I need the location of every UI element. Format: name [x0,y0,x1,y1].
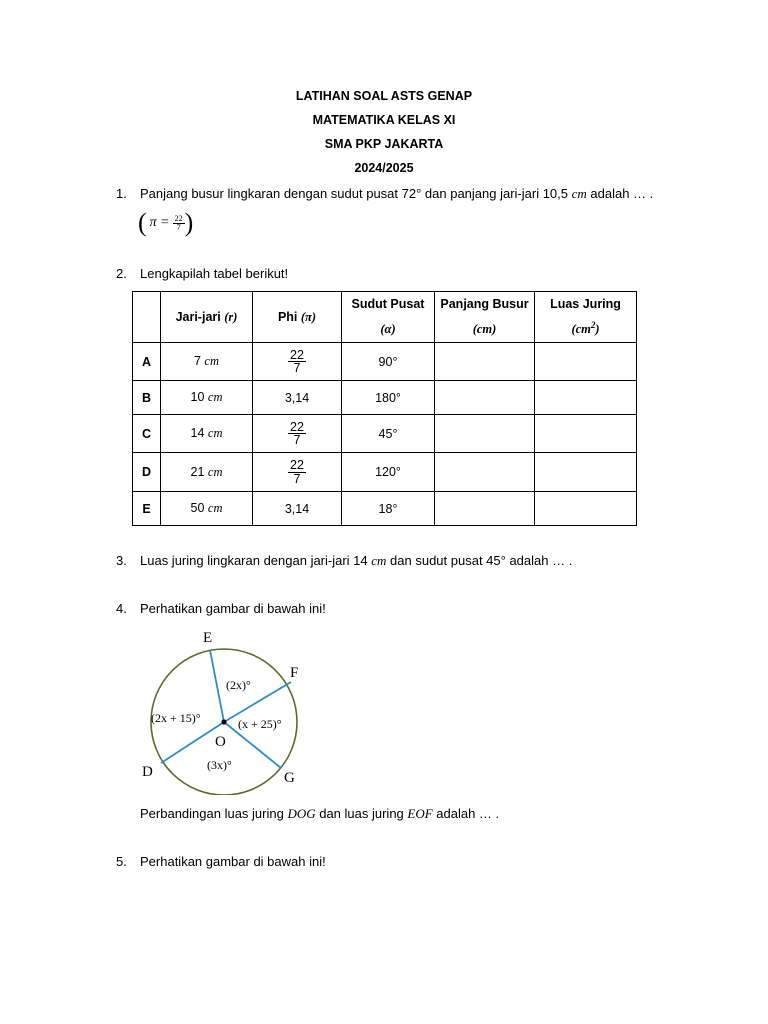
title-line-3: SMA PKP JAKARTA [324,137,444,151]
cell-arc-length[interactable] [435,453,535,492]
cell-angle: 90° [342,343,435,381]
q3-number: 3. [116,553,127,568]
cell-angle: 18° [342,492,435,526]
label-d: D [142,764,153,780]
cell-radius: 50 cm [161,492,253,526]
cell-arc-length[interactable] [435,492,535,526]
cell-phi: 3,14 [253,492,342,526]
label-e: E [203,630,213,646]
q1-pi-den: 7 [176,222,181,232]
cell-angle: 45° [342,415,435,453]
label-g: G [284,770,295,786]
q2-text: Lengkapilah tabel berikut! [140,266,289,281]
row-label: E [133,492,161,526]
cell-radius: 10 cm [161,381,253,415]
table-row [133,343,637,381]
cell-radius: 21 cm [161,453,253,492]
label-f: F [290,665,299,681]
title-line-4: 2024/2025 [354,161,414,175]
cell-radius: 7 cm [161,343,253,381]
label-o: O [215,734,226,750]
header-arc-length: Panjang Busur (cm) [435,292,535,343]
q4-number: 4. [116,601,127,616]
q1-text-b: adalah … . [586,186,654,201]
center-point [221,719,226,724]
cell-angle: 120° [342,453,435,492]
q1-pi-num: 22 [174,213,183,223]
q1-pi-hint: ( π = $\frac{22}{7}$ ) [138,208,194,237]
q5-text: Perhatikan gambar di bawah ini! [140,854,326,869]
cell-sector-area[interactable] [535,415,637,453]
q4-text: Perhatikan gambar di bawah ini! [140,601,326,616]
table-row [133,492,637,526]
cell-arc-length[interactable] [435,343,535,381]
title-line-1: LATIHAN SOAL ASTS GENAP [295,89,473,103]
angle-eof: (2x)° [226,678,251,692]
angle-doe: (2x + 15)° [151,711,201,725]
q3-text [140,553,572,569]
header-angle: Sudut Pusat (α) [342,292,435,343]
header-empty [133,292,161,343]
angle-god: (3x)° [207,758,232,772]
cell-angle: 180° [342,381,435,415]
q4-eof: EOF [407,806,433,821]
table-row [133,381,637,415]
cell-sector-area[interactable] [535,381,637,415]
header-sector-area: Luas Juring $(cm^2)$ [535,292,637,343]
q4-question: Perbandingan luas juring DOG dan luas juring EOF adalah … . [140,806,500,821]
row-label: B [133,381,161,415]
row-label: C [133,415,161,453]
q1-pi-fraction [173,215,185,232]
cell-phi: $\frac{22}{7}$ [253,343,342,381]
q3-text-a: Luas juring lingkaran dengan jari-jari 14 [140,553,372,568]
circle-figure [138,625,318,795]
cell-arc-length[interactable] [435,381,535,415]
q3-unit: cm [371,553,387,568]
table-row [133,453,637,492]
circle-table [132,291,637,526]
cell-phi: 3,14 [253,381,342,415]
header-radius: Jari-jari (r) [161,292,253,343]
row-label: D [133,453,161,492]
cell-sector-area[interactable] [535,343,637,381]
cell-radius: 14 cm [161,415,253,453]
q1-unit: cm [571,186,587,201]
cell-arc-length[interactable] [435,415,535,453]
table-header-row [133,292,637,343]
q4-dog: DOG [287,806,316,821]
angle-fog: (x + 25)° [238,717,282,731]
title-line-2: MATEMATIKA KELAS XI [312,113,456,127]
q2-number: 2. [116,266,127,281]
q1-text [140,186,653,202]
cell-sector-area[interactable] [535,492,637,526]
radius-oe [210,650,224,722]
cell-sector-area[interactable] [535,453,637,492]
q3-text-b: dan sudut pusat 45° adalah … . [386,553,573,568]
header-phi: Phi (π) [253,292,342,343]
cell-phi: $\frac{22}{7}$ [253,453,342,492]
q1-pi-lhs: π = [149,215,170,230]
q1-text-a: Panjang busur lingkaran dengan sudut pusat 72° dan panjang jari-jari 10,5 [140,186,572,201]
row-label: A [133,343,161,381]
q5-number: 5. [116,854,127,869]
table-row [133,415,637,453]
cell-phi: $\frac{22}{7}$ [253,415,342,453]
q1-number: 1. [116,186,127,201]
